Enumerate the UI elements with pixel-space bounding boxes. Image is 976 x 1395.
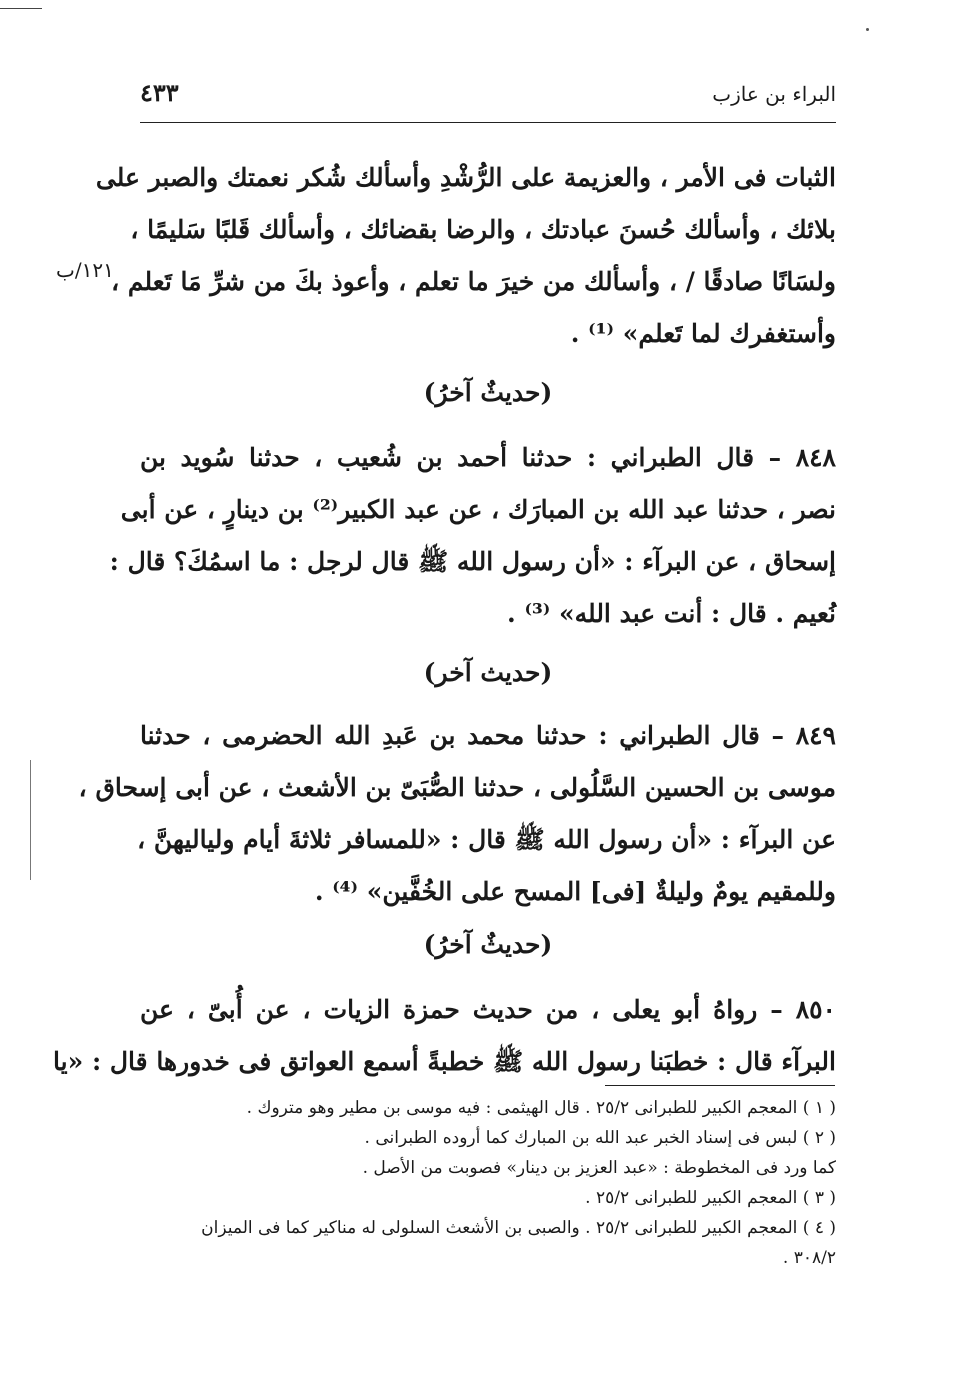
section-heading-1: (حديثٌ آخرُ)	[423, 378, 553, 407]
text-line: موسى بن الحسين السَّلُولى ، حدثنا الصُّبَىّ بن الأشعث ، عن أبى إسحاق ،	[78, 773, 836, 802]
paragraph-848	[109, 432, 836, 640]
footnote: ( ٣ ) المعجم الكبير للطبرانى ٢٥/٢ .	[585, 1188, 836, 1208]
manuscript-folio-note: ١٢١/ب	[56, 258, 114, 282]
paragraph-1	[95, 152, 836, 360]
footnote: ( ٤ ) المعجم الكبير للطبرانى ٢٥/٢ . والصبى بن الأشعث السلولى له مناكير كما فى الميزان	[201, 1218, 836, 1238]
section-heading-2: (حديث آخر)	[423, 658, 553, 687]
header-rule	[140, 122, 836, 123]
text-line: الثبات فى الأمر ، والعزيمة على الرُّشْدِ وأسألك شُكر نعمتك والصبر على	[95, 163, 836, 192]
footnote: ٣٠٨/٢ .	[782, 1248, 836, 1268]
section-heading-3: (حديثٌ آخرُ)	[423, 930, 553, 959]
text-line: وللمقيم يومٌ وليلةٌ [فى] المسح على الخُفَّين» ⁽⁴⁾ .	[314, 877, 836, 906]
text-line: ٨٤٩ – قال الطبراني : حدثنا محمد بن عَبدِ الله الحضرمى ، حدثنا	[140, 721, 836, 750]
page-header	[140, 78, 836, 118]
text-line: نصر ، حدثنا عبد الله بن المبارَك ، عن عبد الكبير⁽²⁾ بن دينارٍ ، عن أبى	[120, 495, 836, 524]
margin-line	[30, 760, 31, 880]
footnote: ( ٢ ) لبس فى إسناد الخبر عبد الله بن المبارك كما أروده الطبرانى .	[364, 1128, 836, 1148]
paragraph-849	[78, 710, 836, 918]
text-line: وأستغفرك لما تَعلم» ⁽¹⁾ .	[570, 319, 836, 348]
text-line: البرآء قال : خطبَنا رسول الله ﷺ خطبةً أسمع العواتق فى خدورها قال : «يا	[53, 1047, 836, 1076]
text-line: ولسَانًا صادقًا / ، وأسألك من خيرَ ما تعلم ، وأعوذ بكَ من شرِّ مَا تَعلم ،	[111, 267, 836, 296]
corner-mark	[0, 8, 42, 9]
text-line: عن البرآء : «أن رسول الله ﷺ قال : «للمسافر ثلاثةَ أيام ولياليهنَّ ،	[137, 825, 836, 854]
page-number: ٤٣٣	[140, 78, 179, 107]
running-title: البراء بن عازب	[712, 82, 836, 106]
speck	[866, 28, 869, 31]
text-line: إسحاق ، عن البرآء : «أن رسول الله ﷺ قال لرجل : ما اسمُكَ؟ قال :	[109, 547, 836, 576]
text-line: ٨٥٠ – رواهُ أبو يعلى ، من حديث حمزة الزيات ، عن أُبىّ ، عن	[140, 995, 836, 1024]
footnote-rule	[605, 1085, 835, 1086]
footnote: كما ورد فى المخطوطة : «عبد العزيز بن دينار» فصوبت من الأصل .	[362, 1158, 836, 1178]
footnote: ( ١ ) المعجم الكبير للطبرانى ٢٥/٢ . قال الهيثمى : فيه موسى بن مطير وهو متروك .	[246, 1098, 836, 1118]
text-line: ٨٤٨ – قال الطبراني : حدثنا أحمد بن شُعيب ، حدثنا سُويد بن	[140, 443, 836, 472]
text-line: بلائك ، وأسألك حُسنَ عبادتك ، والرضا بقضائك ، وأسألك قَلبًا سَليمًا ،	[130, 215, 836, 244]
paragraph-850	[53, 984, 836, 1088]
footnotes	[140, 1093, 836, 1273]
text-line: نُعيم . قال : أنت عبد الله» ⁽³⁾ .	[507, 599, 836, 628]
